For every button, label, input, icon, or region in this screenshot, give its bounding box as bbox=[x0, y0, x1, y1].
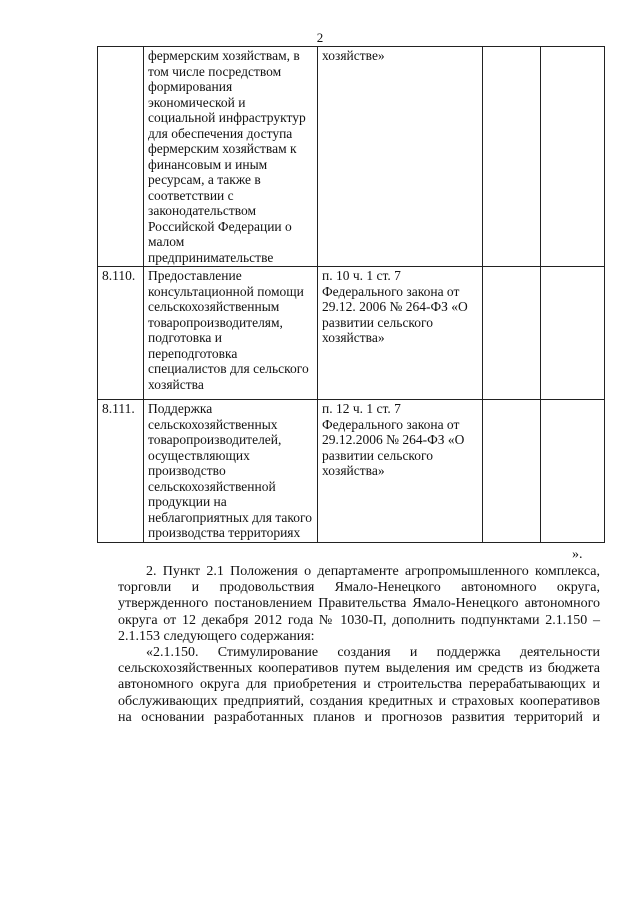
row-empty-cell bbox=[483, 267, 541, 400]
paragraph-line: утвержденного постановлением Правительства Ямало-Ненецкого автономного bbox=[118, 596, 600, 612]
document-table bbox=[97, 46, 605, 543]
paragraph-line: «2.1.150. Стимулирование создания и поддержка деятельности bbox=[146, 645, 600, 660]
row-description: фермерским хозяйствам, в том числе посредством формирования экономической и социальной инфраструктур для обеспечения доступа фермерским хозяйствам к финансовым и иным ресурсам, а также в соответствии с законодательством Российской Федерации о малом предпринимательстве bbox=[144, 47, 318, 267]
paragraph-line: обслуживающих предприятий, создания кредитных и страховых кооперативов bbox=[118, 693, 600, 709]
paragraph-line: торговли и продовольствия Ямало-Ненецкого автономного округа, bbox=[118, 580, 600, 596]
row-empty-cell bbox=[541, 400, 605, 543]
paragraph-line: 2.1.153 следующего содержания: bbox=[118, 628, 315, 644]
row-legal-basis: хозяйстве» bbox=[318, 47, 483, 267]
row-number bbox=[98, 47, 144, 267]
paragraph-line: на основании разработанных планов и прогнозов развития территорий и bbox=[118, 709, 600, 725]
row-legal-basis: п. 10 ч. 1 ст. 7 Федерального закона от 29.12. 2006 № 264-ФЗ «О развитии сельского хозяйства» bbox=[318, 267, 483, 400]
paragraph-line: округа от 12 декабря 2012 года № 1030-П, дополнить подпунктами 2.1.150 – bbox=[118, 612, 600, 628]
row-empty-cell bbox=[541, 47, 605, 267]
closing-quote: ». bbox=[572, 547, 583, 562]
paragraph-line: 2. Пункт 2.1 Положения о департаменте агропромышленного комплекса, bbox=[146, 564, 600, 579]
page-number: 2 bbox=[316, 30, 324, 45]
row-number: 8.111. bbox=[98, 400, 144, 543]
table-row bbox=[98, 267, 605, 400]
paragraph-amendment bbox=[118, 564, 600, 645]
table-row bbox=[98, 400, 605, 543]
paragraph-new-subclause bbox=[118, 645, 600, 726]
row-empty-cell bbox=[483, 400, 541, 543]
paragraph-line: автономного округа для приобретения и строительства перерабатывающих и bbox=[118, 677, 600, 693]
row-description: Поддержка сельскохозяйственных товаропроизводителей, осуществляющих производство сельскохозяйственной продукции на неблагоприятных для такого производства территориях bbox=[144, 400, 318, 543]
paragraph-line: сельскохозяйственных кооперативов путем выделения им средств из бюджета bbox=[118, 661, 600, 677]
row-empty-cell bbox=[541, 267, 605, 400]
row-description: Предоставление консультационной помощи сельскохозяйственным товаропроизводителям, подготовка и переподготовка специалистов для сельского хозяйства bbox=[144, 267, 318, 400]
table-row bbox=[98, 47, 605, 267]
row-number: 8.110. bbox=[98, 267, 144, 400]
row-empty-cell bbox=[483, 47, 541, 267]
row-legal-basis: п. 12 ч. 1 ст. 7 Федерального закона от 29.12.2006 № 264-ФЗ «О развитии сельского хозяйства» bbox=[318, 400, 483, 543]
